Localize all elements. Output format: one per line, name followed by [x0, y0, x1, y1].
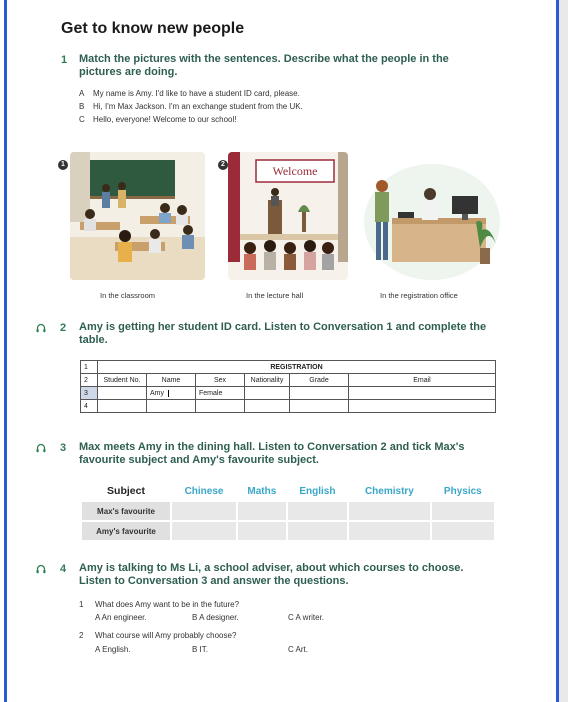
cell[interactable] [349, 400, 496, 413]
tick-cell[interactable] [349, 502, 430, 520]
favourite-subject-table [80, 480, 496, 542]
cell-sex[interactable] [196, 387, 245, 400]
question-1-number: 1 [61, 54, 68, 66]
cell[interactable] [147, 400, 196, 413]
table-row [81, 387, 496, 400]
classroom-illustration [70, 152, 205, 280]
question-3-text: Max meets Amy in the dining hall. Listen to Conversation 2 and tick Max's favourite subject and Amy's favourite subject. [79, 441, 465, 466]
tick-cell[interactable] [172, 522, 236, 540]
tick-cell[interactable] [172, 502, 236, 520]
header-name: Name [147, 374, 196, 387]
tick-cell[interactable] [432, 522, 494, 540]
row-number: 2 [81, 374, 98, 387]
cell[interactable] [245, 400, 290, 413]
q4-question-2: 2 What course will Amy probably choose? [79, 631, 237, 640]
headphones-icon[interactable] [36, 564, 46, 574]
row-label-amy: Amy's favourite [82, 522, 170, 540]
picture-2-badge: 2 [218, 160, 228, 170]
table-row [82, 522, 494, 540]
q4-question-1: 1 What does Amy want to be in the future? [79, 600, 240, 609]
cell-email[interactable] [349, 387, 496, 400]
subject-english: English [299, 485, 336, 497]
header-nationality: Nationality [245, 374, 290, 387]
picture-1-badge: 1 [58, 160, 68, 170]
cell[interactable] [196, 400, 245, 413]
q1-option-c: C Hello, everyone! Welcome to our school! [79, 115, 237, 124]
page-scroll-gutter [559, 0, 568, 702]
picture-2-caption: In the lecture hall [246, 291, 304, 300]
registration-title: REGISTRATION [98, 361, 496, 374]
headphones-icon[interactable] [36, 443, 46, 453]
name-value[interactable]: Amy [150, 390, 169, 397]
headphones-icon[interactable] [36, 323, 46, 333]
question-4-number: 4 [60, 563, 67, 575]
subject-chemistry: Chemistry [364, 485, 414, 497]
question-1-text: Match the pictures with the sentences. Describe what the people in the pictures are doing. [79, 53, 449, 78]
q4-q1-option-c[interactable]: C A writer. [288, 613, 325, 622]
question-4-text: Amy is talking to Ms Li, a school adviser, about which courses to choose. Listen to Conversation 3 and answer the questions. [79, 562, 464, 587]
table-row [81, 361, 496, 374]
cell-name[interactable] [147, 387, 196, 400]
cell-student-no[interactable] [98, 387, 147, 400]
q4-q2-option-c[interactable]: C Art. [288, 645, 309, 654]
header-grade: Grade [290, 374, 349, 387]
subject-chinese: Chinese [184, 485, 224, 497]
registration-table [80, 360, 496, 413]
question-2-text: Amy is getting her student ID card. Listen to Conversation 1 and complete the table. [79, 321, 487, 346]
subject-header: Subject [107, 485, 145, 497]
q4-q1-option-a[interactable]: A An engineer. [95, 613, 147, 622]
table-row [82, 502, 494, 520]
subject-physics: Physics [443, 485, 482, 497]
table-row [81, 374, 496, 387]
cell-grade[interactable] [290, 387, 349, 400]
header-email: Email [349, 374, 496, 387]
subject-maths: Maths [247, 485, 277, 497]
header-student-no: Student No. [98, 374, 147, 387]
welcome-sign-text: Welcome [272, 164, 318, 178]
q1-option-a: A My name is Amy. I'd like to have a student ID card, please. [79, 89, 300, 98]
q4-q2-option-a[interactable]: A English. [95, 645, 131, 654]
cell-nationality[interactable] [245, 387, 290, 400]
row-label-max: Max's favourite [82, 502, 170, 520]
row-number: 4 [81, 400, 98, 413]
header-sex: Sex [196, 374, 245, 387]
row-number: 3 [81, 387, 98, 400]
registration-office-illustration [362, 152, 502, 280]
table-row [81, 400, 496, 413]
cell[interactable] [290, 400, 349, 413]
q1-option-b: B Hi, I'm Max Jackson. I'm an exchange student from the UK. [79, 102, 303, 111]
page-left-border [4, 0, 7, 702]
sex-value: Female [199, 389, 223, 397]
question-2-number: 2 [60, 322, 67, 334]
lecture-hall-illustration [228, 152, 348, 280]
tick-cell[interactable] [432, 502, 494, 520]
tick-cell[interactable] [288, 522, 347, 540]
table-row [82, 482, 494, 500]
question-3-number: 3 [60, 442, 67, 454]
picture-3-caption: In the registration office [380, 291, 458, 300]
page-title: Get to know new people [61, 20, 245, 37]
q4-q1-option-b[interactable]: B A designer. [192, 613, 239, 622]
cell[interactable] [98, 400, 147, 413]
tick-cell[interactable] [288, 502, 347, 520]
q4-q2-option-b[interactable]: B IT. [192, 645, 209, 654]
tick-cell[interactable] [349, 522, 430, 540]
tick-cell[interactable] [238, 522, 286, 540]
row-number: 1 [81, 361, 98, 374]
picture-1-caption: In the classroom [100, 291, 156, 300]
tick-cell[interactable] [238, 502, 286, 520]
